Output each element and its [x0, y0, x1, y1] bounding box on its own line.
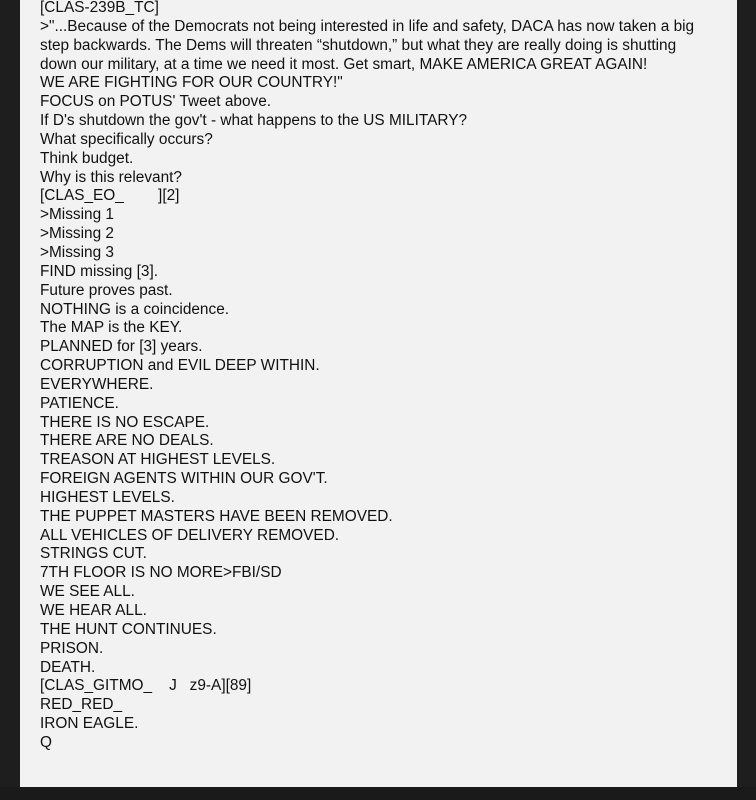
post-body: [20, 0, 737, 787]
bottom-bar: [0, 787, 756, 800]
text-line: WE SEE ALL.: [40, 583, 135, 601]
text-line: PATIENCE.: [40, 394, 119, 412]
text-line: 7TH FLOOR IS NO MORE>FBI/SD: [40, 564, 282, 582]
text-line: If D's shutdown the gov't - what happens to the US MILITARY?: [40, 112, 468, 130]
text-line: >Missing 2: [40, 225, 114, 243]
text-line: FOCUS on POTUS' Tweet above.: [40, 93, 272, 111]
text-line: [CLAS-239B_TC]: [40, 0, 159, 16]
text-line: THE PUPPET MASTERS HAVE BEEN REMOVED.: [40, 507, 393, 525]
post-text: [40, 0, 717, 753]
text-line: [CLAS_GITMO_ J z9-A][89]: [40, 677, 252, 695]
text-line: >"...Because of the Democrats not being interested in life and safety, DACA has now taken a big step backwards. The Dems will threaten “shutdown,” but what they are really doing is shutting down our military, at a time we need it most. Get smart, MAKE AMERICA GREAT AGAIN!: [40, 17, 699, 73]
text-line: Q: [40, 733, 52, 751]
text-line: THE HUNT CONTINUES.: [40, 620, 217, 638]
text-line: Think budget.: [40, 149, 134, 167]
text-line: WE ARE FIGHTING FOR OUR COUNTRY!": [40, 74, 343, 92]
text-line: THERE IS NO ESCAPE.: [40, 413, 210, 431]
text-line: ALL VEHICLES OF DELIVERY REMOVED.: [40, 526, 340, 544]
text-line: EVERYWHERE.: [40, 375, 154, 393]
text-line: CORRUPTION and EVIL DEEP WITHIN.: [40, 357, 320, 375]
text-line: >Missing 1: [40, 206, 114, 224]
text-line: RED_RED_: [40, 696, 123, 714]
text-line: FOREIGN AGENTS WITHIN OUR GOV'T.: [40, 470, 328, 488]
text-line: The MAP is the KEY.: [40, 319, 183, 337]
text-line: What specifically occurs?: [40, 130, 213, 148]
text-line: PLANNED for [3] years.: [40, 338, 203, 356]
text-line: PRISON.: [40, 639, 104, 657]
text-line: THERE ARE NO DEALS.: [40, 432, 214, 450]
text-line: TREASON AT HIGHEST LEVELS.: [40, 451, 276, 469]
text-line: WE HEAR ALL.: [40, 602, 147, 619]
text-line: >Missing 3: [40, 243, 114, 261]
text-line: Why is this relevant?: [40, 168, 182, 186]
text-line: [CLAS_EO_ ][2]: [40, 187, 180, 205]
text-line: STRINGS CUT.: [40, 545, 147, 563]
text-line: DEATH.: [40, 658, 96, 676]
text-line: NOTHING is a coincidence.: [40, 300, 230, 318]
text-line: HIGHEST LEVELS.: [40, 488, 175, 506]
text-line: FIND missing [3].: [40, 262, 159, 280]
text-line: IRON EAGLE.: [40, 715, 139, 733]
text-line: Future proves past.: [40, 281, 173, 299]
